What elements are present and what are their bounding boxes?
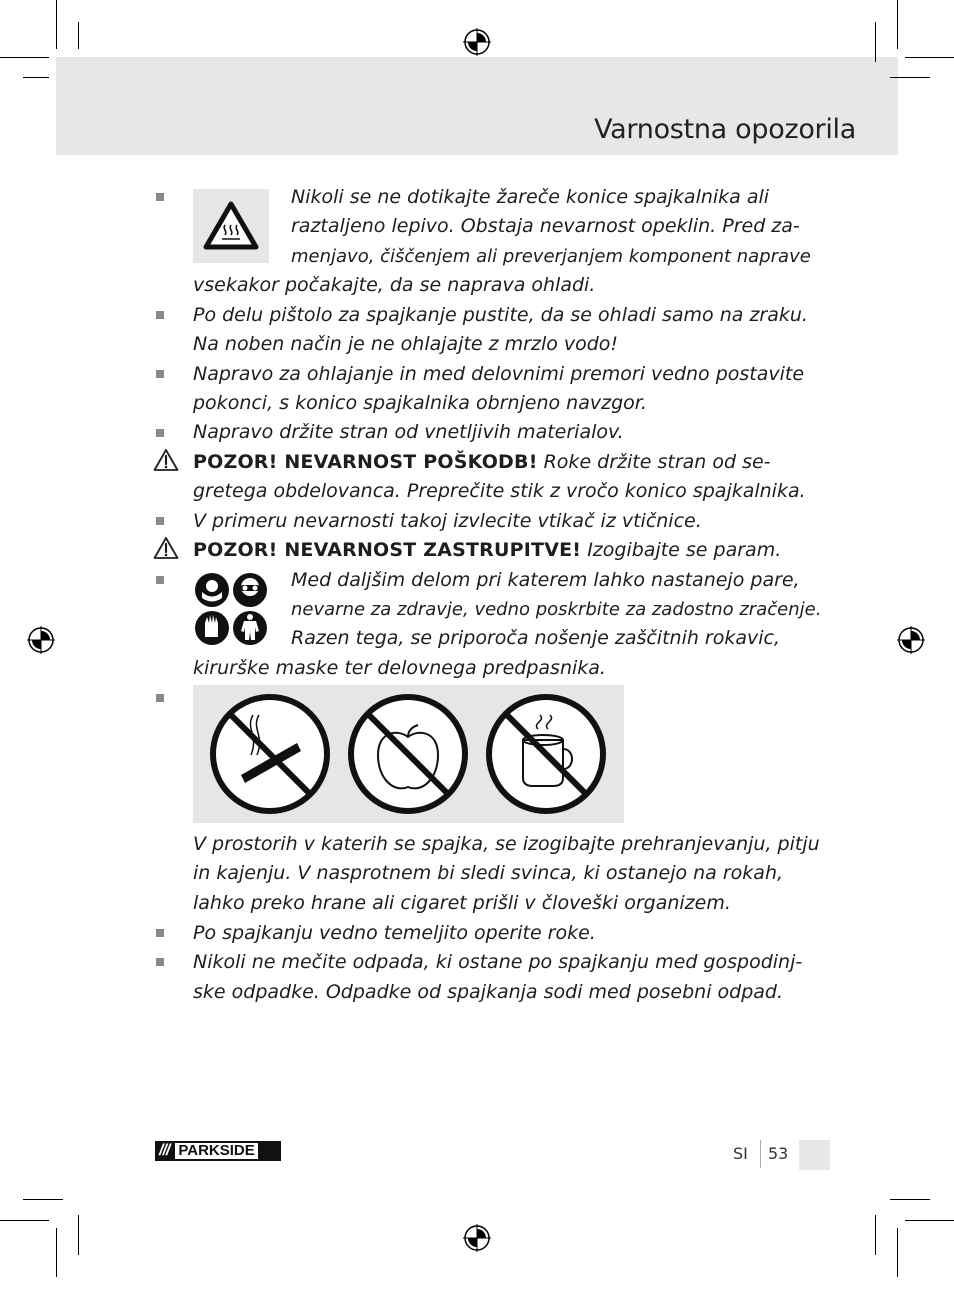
- text-line: lahko preko hrane ali cigaret prišli v človeški organizem.: [193, 892, 731, 914]
- page-number: 53: [768, 1144, 789, 1163]
- parkside-logo: [155, 1141, 281, 1161]
- text-line: ske odpadke. Odpadke od spajkanja sodi med posebni odpad.: [193, 981, 784, 1003]
- crop-mark: [56, 1228, 57, 1277]
- protective-overalls-icon: [233, 611, 267, 645]
- list-bullet: [156, 370, 164, 378]
- text-line: menjavo, čiščenjem ali preverjanjem komponent naprave: [291, 246, 811, 267]
- no-eating-icon: [351, 697, 465, 811]
- text-line: V prostorih v katerih se spajka, se izogibajte prehranjevanju, pitju: [193, 833, 820, 855]
- crop-mark: [78, 1215, 79, 1255]
- text-line: in kajenju. V nasprotnem bi sledi svinca, ki ostanejo na rokah,: [193, 862, 784, 884]
- registration-mark-icon: [895, 624, 927, 656]
- list-bullet: [156, 929, 164, 937]
- crop-mark: [890, 1199, 930, 1200]
- text-line: Po delu pištolo za spajkanje pustite, da se ohladi samo na zraku.: [193, 304, 808, 326]
- footer-tab: [799, 1140, 830, 1170]
- text-line: Razen tega, se priporoča nošenje zaščitnih rokavic,: [291, 627, 781, 649]
- registration-mark-icon: [461, 1222, 493, 1254]
- text-line: Po spajkanju vedno temeljito operite roke.: [193, 922, 596, 944]
- text-line: Na noben način je ne ohlajajte z mrzlo vodo!: [193, 333, 619, 355]
- warning-triangle-icon: [153, 536, 179, 560]
- crop-mark: [0, 57, 49, 58]
- crop-mark: [23, 77, 49, 78]
- text-line: V primeru nevarnosti takoj izvlecite vtikač iz vtičnice.: [193, 510, 702, 532]
- protective-gloves-icon: [195, 611, 229, 645]
- warning-text: Izogibajte se param.: [587, 539, 782, 561]
- list-bullet: [156, 958, 164, 966]
- footer-divider: [760, 1140, 761, 1168]
- text-line: Napravo za ohlajanje in med delovnimi premori vedno postavite: [193, 363, 805, 385]
- logo-slashes: ///: [159, 1142, 170, 1159]
- hot-surface-icon-box: [193, 189, 269, 263]
- text-line: raztaljeno lepivo. Obstaja nevarnost opeklin. Pred za-: [291, 215, 800, 237]
- crop-mark: [905, 57, 954, 58]
- text-line: Nikoli ne mečite odpada, ki ostane po spajkanju med gospodinj-: [193, 951, 803, 973]
- crop-mark: [0, 1220, 49, 1221]
- crop-mark: [897, 1228, 898, 1277]
- safety-goggles-icon: [233, 573, 267, 607]
- crop-mark: [56, 0, 57, 49]
- crop-mark: [23, 1199, 63, 1200]
- crop-mark: [897, 0, 898, 49]
- registration-mark-icon: [25, 624, 57, 656]
- text-line: Nikoli se ne dotikajte žareče konice spajkalnika ali: [291, 186, 770, 208]
- text-line: pokonci, s konico spajkalnika obrnjeno navzgor.: [193, 392, 647, 414]
- warning-label-poison: POZOR! NEVARNOST ZASTRUPITVE!: [193, 539, 582, 561]
- crop-mark: [890, 77, 930, 78]
- hot-surface-warning-icon: [193, 189, 269, 263]
- warning-line-injury: [193, 448, 771, 478]
- list-bullet: [156, 311, 164, 319]
- face-mask-icon: [195, 573, 229, 607]
- crop-mark: [78, 22, 79, 49]
- ppe-icons-box: [193, 571, 269, 647]
- warning-label-injury: POZOR! NEVARNOST POŠKODB!: [193, 451, 538, 473]
- list-bullet: [156, 576, 164, 584]
- text-line: kirurške maske ter delovnega predpasnika.: [193, 657, 606, 679]
- text-line: Napravo držite stran od vnetljivih materialov.: [193, 421, 624, 443]
- language-code: SI: [733, 1144, 748, 1163]
- prohibition-signs-box: [193, 685, 624, 823]
- text-line: gretega obdelovanca. Preprečite stik z vročo konico spajkalnika.: [193, 480, 806, 502]
- crop-mark: [905, 1220, 954, 1221]
- no-drinking-icon: [489, 697, 603, 811]
- text-line: Med daljšim delom pri katerem lahko nastanejo pare,: [291, 569, 800, 591]
- text-line: nevarne za zdravje, vedno poskrbite za zadostno zračenje.: [291, 599, 822, 620]
- warning-line-poison: [193, 536, 781, 566]
- registration-mark-icon: [461, 26, 493, 58]
- page-title: Varnostna opozorila: [594, 114, 856, 145]
- warning-triangle-icon: [153, 448, 179, 472]
- list-bullet: [156, 193, 164, 201]
- list-bullet: [156, 517, 164, 525]
- no-smoking-icon: [213, 697, 327, 811]
- list-bullet: [156, 429, 164, 437]
- logo-brand: PARKSIDE: [175, 1143, 257, 1159]
- crop-mark: [875, 1215, 876, 1255]
- text-line: vsekakor počakajte, da se naprava ohladi.: [193, 274, 596, 296]
- warning-text: Roke držite stran od se-: [543, 451, 771, 473]
- crop-mark: [875, 22, 876, 62]
- list-bullet: [156, 694, 164, 702]
